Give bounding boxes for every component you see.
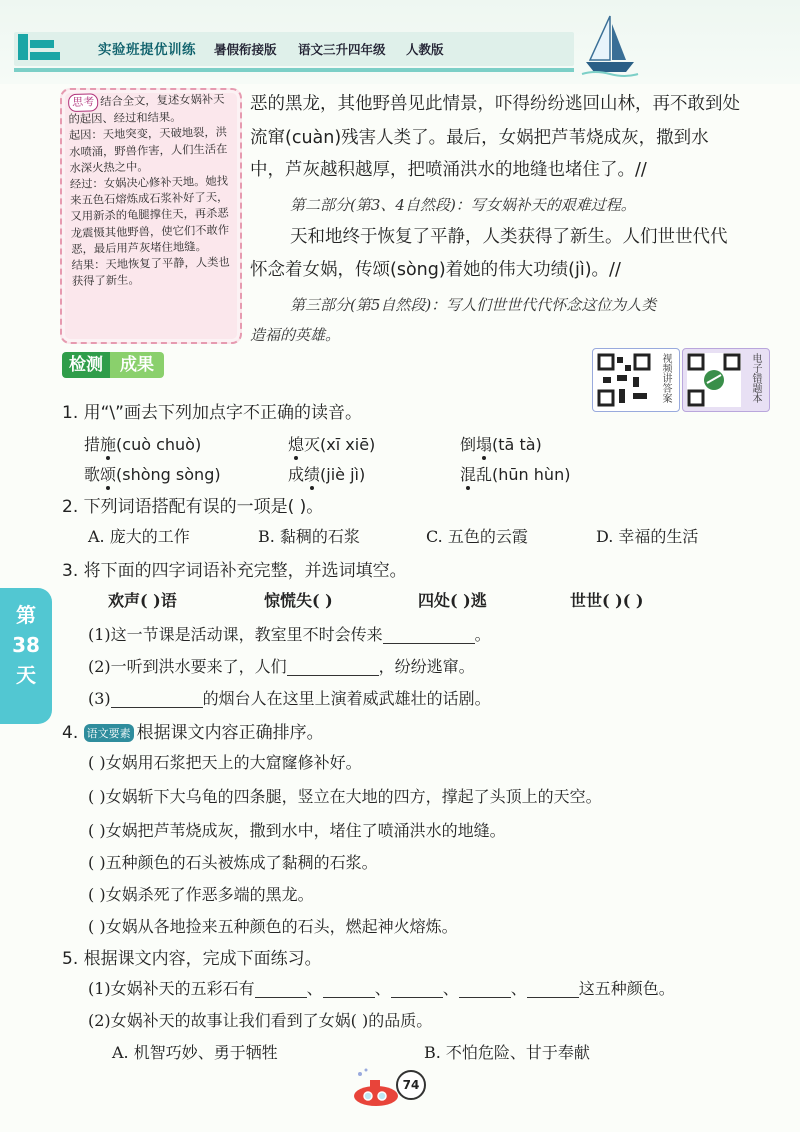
q1-pinyin: (cuò chuò)	[116, 435, 202, 454]
qr-code-icon	[687, 353, 741, 407]
section-title-check: 检测	[62, 352, 110, 378]
q1-item: 熄灭(xī xiē)	[288, 435, 376, 454]
q4-item[interactable]: ( )五种颜色的石头被炼成了黏稠的石浆。	[88, 853, 378, 872]
q3-word: 世世( )( )	[570, 591, 644, 610]
q2-option[interactable]: A. 庞大的工作	[88, 527, 190, 546]
q1-pinyin: (jiè jì)	[320, 465, 366, 484]
edition-label: 暑假衔接版	[214, 42, 277, 57]
q1-item: 成绩(jiè jì)	[288, 465, 366, 484]
q3-sentence-1: (1)这一节课是活动课，教室里不时会传来 。	[88, 625, 491, 644]
section-title-result: 成果	[110, 352, 164, 378]
grade-label: 语文三升四年级	[298, 42, 386, 57]
q3-word: 欢声( )语	[108, 591, 177, 610]
q4-item[interactable]: ( )女娲斩下大乌龟的四条腿，竖立在大地的四方，撑起了头顶上的天空。	[88, 787, 602, 806]
q5-sentence-2: (2)女娲补天的故事让我们看到了女娲( )的品质。	[88, 1011, 433, 1030]
answer-blank[interactable]	[287, 659, 379, 676]
part-summary: 第三部分(第5自然段)：写人们世世代代怀念这位为人类	[290, 296, 657, 314]
q4-item[interactable]: ( )女娲把芦苇烧成灰，撒到水中，堵住了喷涌洪水的地缝。	[88, 821, 506, 840]
answer-blank[interactable]	[527, 981, 579, 998]
q1-item: 混乱(hūn hùn)	[460, 465, 571, 484]
question-5-title: 5. 根据课文内容，完成下面练习。	[62, 949, 322, 969]
question-4-title: 4. 语文要素 根据课文内容正确排序。	[62, 723, 324, 743]
language-element-badge: 语文要素	[84, 724, 134, 742]
passage-line: 怀念着女娲，传颂(sòng)着她的伟大功绩(jì)。//	[250, 260, 621, 280]
series-logo-icon	[16, 30, 66, 64]
q4-item[interactable]: ( )女娲用石浆把天上的大窟窿修补好。	[88, 753, 362, 772]
publisher-label: 人教版	[406, 42, 444, 57]
q3-sentence-2: (2)一听到洪水要来了，人们 ，纷纷逃窜。	[88, 657, 475, 676]
passage-line: 流窜(cuàn)残害人类了。最后，女娲把芦苇烧成灰，撒到水	[250, 128, 709, 148]
q2-option[interactable]: C. 五色的云霞	[426, 527, 528, 546]
submarine-icon	[352, 1068, 400, 1112]
part-summary: 造福的英雄。	[250, 326, 341, 344]
q1-pinyin: (hūn hùn)	[492, 465, 571, 484]
answer-blank[interactable]	[111, 691, 203, 708]
answer-blank[interactable]	[459, 981, 511, 998]
q2-option[interactable]: B. 黏稠的石浆	[258, 527, 360, 546]
q1-item: 歌颂(shòng sòng)	[84, 465, 221, 484]
note-tag: 思考	[68, 93, 98, 112]
sailboat-icon	[580, 12, 640, 78]
q1-pinyin: (xī xiē)	[320, 435, 376, 454]
answer-blank[interactable]	[383, 627, 475, 644]
passage-line: 天和地终于恢复了平静，人类获得了新生。人们世世代代	[290, 227, 728, 247]
day-tab-label: 第38天	[12, 603, 40, 687]
video-answer-qr[interactable]	[592, 348, 680, 412]
question-1-title: 1. 用“\”画去下列加点字不正确的读音。	[62, 403, 362, 423]
q4-item[interactable]: ( )女娲杀死了作恶多端的黑龙。	[88, 885, 314, 904]
q5-option[interactable]: B. 不怕危险、甘于奉献	[424, 1043, 590, 1062]
q2-option[interactable]: D. 幸福的生活	[596, 527, 699, 546]
qr-code-icon	[597, 353, 651, 407]
note-intro: 结合全文，复述女娲补天的起因、经过和结果。	[68, 92, 225, 127]
thinking-note-text	[68, 91, 238, 291]
qr-label: 视频讲答案	[660, 353, 671, 403]
question-3-title: 3. 将下面的四字词语补充完整，并选词填空。	[62, 561, 407, 581]
error-book-qr[interactable]	[682, 348, 770, 412]
note-cause: 起因：天地突变，天破地裂，洪水喷涌，野兽作害，人们生活在水深火热之中。	[68, 126, 228, 175]
q3-word: 惊慌失( )	[264, 591, 333, 610]
note-result: 结果：天地恢复了平静，人类也获得了新生。	[71, 255, 230, 289]
series-title: 实验班提优训练	[98, 42, 196, 58]
q4-item[interactable]: ( )女娲从各地捡来五种颜色的石头，燃起神火熔炼。	[88, 917, 458, 936]
part-summary: 第二部分(第3、4自然段)：写女娲补天的艰难过程。	[290, 196, 636, 214]
q3-sentence-3: (3) 的烟台人在这里上演着威武雄壮的话剧。	[88, 689, 491, 708]
q1-pinyin: (shòng sòng)	[116, 465, 221, 484]
question-2-title: 2. 下列词语搭配有误的一项是( )。	[62, 497, 324, 517]
answer-blank[interactable]	[255, 981, 307, 998]
q5-sentence-1: (1)女娲补天的五彩石有 、 、 、 、 这五种颜色。	[88, 979, 675, 998]
answer-blank[interactable]	[323, 981, 375, 998]
passage-line: 中，芦灰越积越厚，把喷涌洪水的地缝也堵住了。//	[250, 160, 647, 180]
q3-word: 四处( )逃	[418, 591, 487, 610]
header-underline	[14, 68, 574, 72]
q1-pinyin: (tā tà)	[492, 435, 542, 454]
passage-line: 恶的黑龙，其他野兽见此情景，吓得纷纷逃回山林，再不敢到处	[250, 94, 740, 114]
q5-option[interactable]: A. 机智巧妙、勇于牺牲	[112, 1043, 278, 1062]
q1-item: 措施(cuò chuò)	[84, 435, 202, 454]
answer-blank[interactable]	[391, 981, 443, 998]
q1-item: 倒塌(tā tà)	[460, 435, 542, 454]
note-process: 经过：女娲决心修补天地。她找来五色石熔炼成石浆补好了天，又用新杀的龟腿撑住天，再杀恶龙震慑其他野兽，使它们不敢作恶，最后用芦灰堵住地缝。	[69, 174, 230, 256]
qr-label: 电子错题本	[750, 353, 761, 403]
page-number: 74	[396, 1070, 426, 1100]
